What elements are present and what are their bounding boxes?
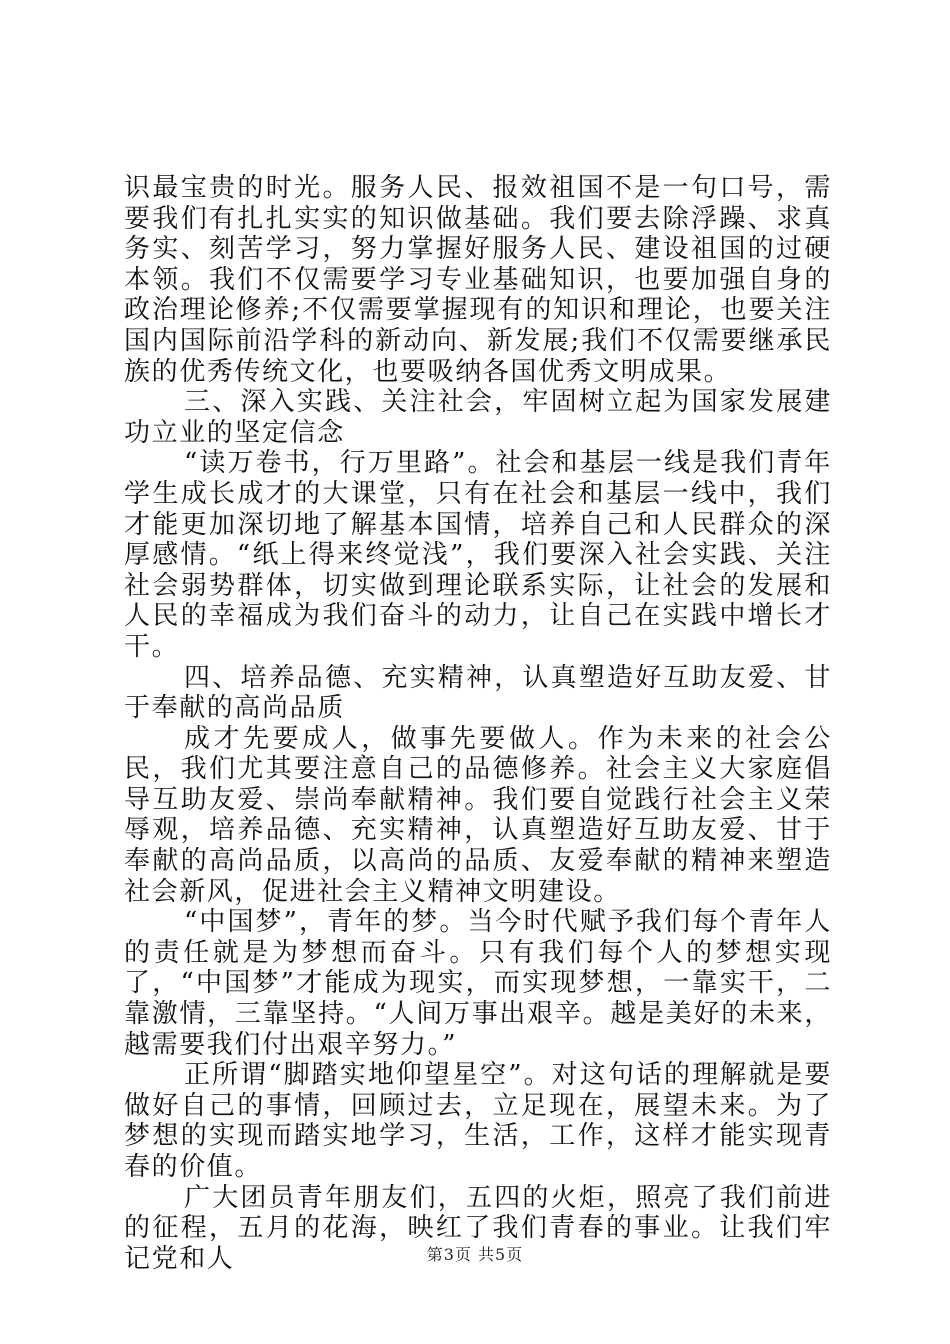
body-paragraph: 广大团员青年朋友们，五四的火炬，照亮了我们前进的征程，五月的花海，映红了我们青春的事业。让我们牢记党和人 [124,1182,832,1274]
document-body [124,173,832,1274]
body-paragraph: “读万卷书，行万里路”。社会和基层一线是我们青年学生成长成才的大课堂，只有在社会和基层一线中，我们才能更加深切地了解基本国情，培养自己和人民群众的深厚感情。“纸上得来终觉浅”，我们要深入社会实践、关注社会弱势群体，切实做到理论联系实际，让社会的发展和人民的幸福成为我们奋斗的动力，让自己在实践中增长才干。 [124,448,832,662]
section-heading-three: 三、深入实践、关注社会，牢固树立起为国家发展建功立业的坚定信念 [124,387,832,448]
body-paragraph: 成才先要成人，做事先要做人。作为未来的社会公民，我们尤其要注意自己的品德修养。社会主义大家庭倡导互助友爱、崇尚奉献精神。我们要自觉践行社会主义荣辱观，培养品德、充实精神，认真塑造好互助友爱、甘于奉献的高尚品质，以高尚的品质、友爱奉献的精神来塑造社会新风，促进社会主义精神文明建设。 [124,723,832,907]
section-heading-four: 四、培养品德、充实精神，认真塑造好互助友爱、甘于奉献的高尚品质 [124,662,832,724]
body-paragraph: 正所谓“脚踏实地仰望星空”。对这句话的理解就是要做好自己的事情，回顾过去，立足现在，展望未来。为了梦想的实现而踏实地学习，生活，工作，这样才能实现青春的价值。 [124,1060,832,1182]
body-paragraph: “中国梦”，青年的梦。当今时代赋予我们每个青年人的责任就是为梦想而奋斗。只有我们每个人的梦想实现了，“中国梦”才能成为现实，而实现梦想，一靠实干，二靠激情，三靠坚持。“人间万事出艰辛。越是美好的未来，越需要我们付出艰辛努力。” [124,907,832,1060]
page-number-footer: 第3页 共5页 [426,1245,524,1264]
body-paragraph-continuation: 识最宝贵的时光。服务人民、报效祖国不是一句口号，需要我们有扎扎实实的知识做基础。我们要去除浮躁、求真务实、刻苦学习，努力掌握好服务人民、建设祖国的过硬本领。我们不仅需要学习专业基础知识，也要加强自身的政治理论修养;不仅需要掌握现有的知识和理论，也要关注国内国际前沿学科的新动向、新发展;我们不仅需要继承民族的优秀传统文化，也要吸纳各国优秀文明成果。 [124,173,832,387]
